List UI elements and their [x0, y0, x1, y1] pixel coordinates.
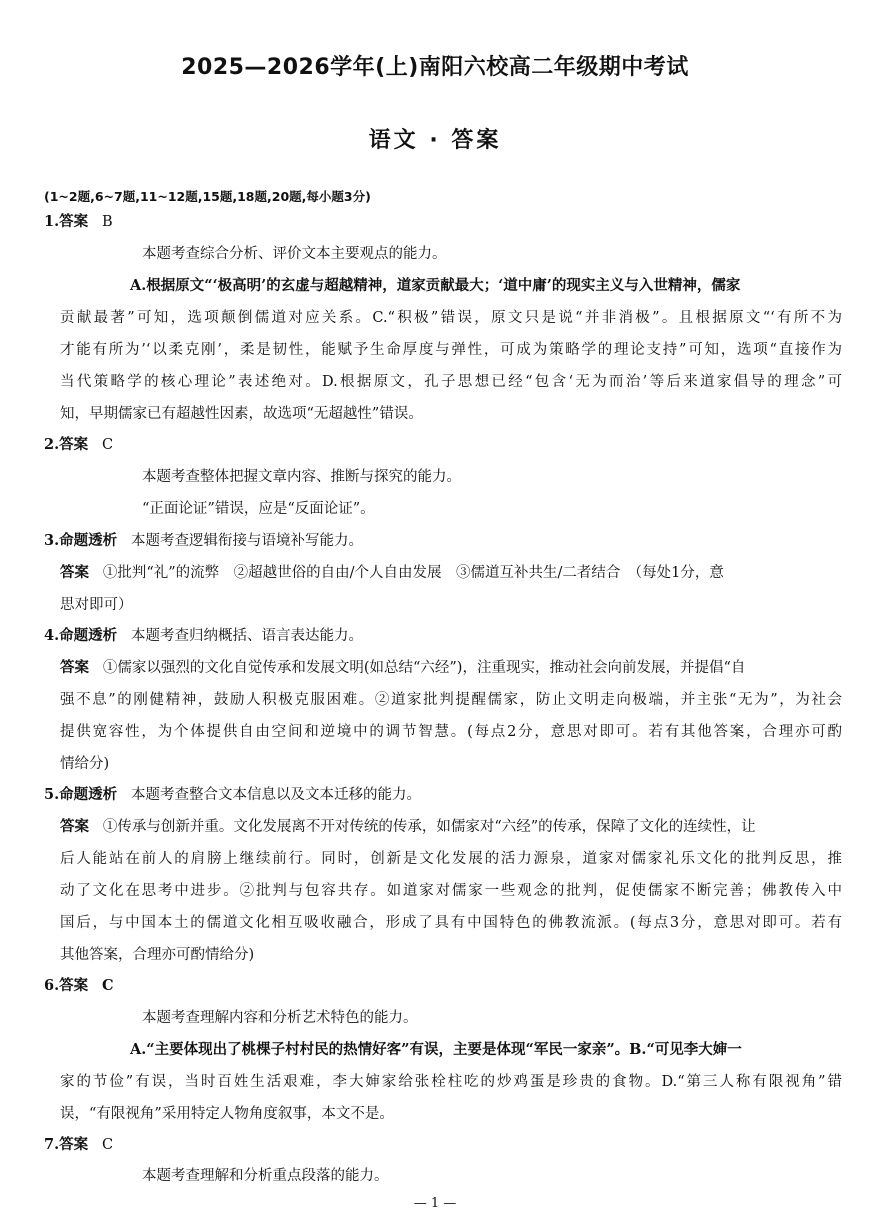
q1-answer: B	[101, 214, 113, 230]
page-number: — 1 —	[413, 1196, 457, 1211]
q7-ability: 本题考查理解和分析重点段落的能力。	[142, 1168, 389, 1184]
page-title: 2025—2026学年(上)南阳六校高二年级期中考试	[181, 55, 689, 80]
q5-heading	[44, 785, 421, 805]
q4-line-3: 提供宽容性，为个体提供自由空间和逆境中的调节智慧。(每点2分，意思对即可。若有其他答案，合理亦可酌	[60, 724, 842, 740]
q1-line-3: 才能有所为’‘以柔克刚’，柔是韧性，能赋予生命厚度与弹性，可成为策略学的理论支持”可知，选项“直接作为	[60, 342, 842, 358]
q5-answer-row	[60, 817, 756, 837]
q3-line-2: 思对即可）	[60, 597, 133, 613]
q1-label: 1.答案	[44, 213, 89, 230]
q5-answer-label: 答案	[60, 818, 89, 835]
q3-line-1: ①批判“礼”的流弊 ②超越世俗的自由/个人自由发展 ③儒道互补共生/二者结合 （每处1分，意	[102, 565, 724, 581]
q5-line-1: ①传承与创新并重。文化发展离不开对传统的传承，如儒家对“六经”的传承，保障了文化的连续性，让	[102, 819, 756, 835]
q5-label: 5.命题透析	[44, 786, 118, 803]
q2-answer: C	[101, 437, 114, 453]
q6-ability: 本题考查理解内容和分析艺术特色的能力。	[142, 1010, 418, 1026]
q7-heading	[44, 1135, 113, 1155]
q5-line-4: 国后，与中国本土的儒道文化相互吸收融合，形成了具有中国特色的佛教流派。(每点3分，意思对即可。若有	[60, 915, 842, 931]
q3-heading	[44, 531, 363, 551]
q7-label: 7.答案	[44, 1136, 89, 1153]
q2-line-1: “正面论证”错误，应是“反面论证”。	[142, 501, 375, 517]
q6-line-3: 误，“有限视角”采用特定人物角度叙事，本文不是。	[60, 1106, 394, 1122]
q1-line-2: 贡献最著”可知，选项颠倒儒道对应关系。C.“积极”错误，原文只是说“并非消极”。且根据原文“‘有所不为	[60, 310, 842, 326]
q2-heading	[44, 435, 113, 455]
q1-line-5: 知，早期儒家已有超越性因素，故选项“无超越性”错误。	[60, 406, 423, 422]
q4-answer-row	[60, 658, 745, 678]
q2-label: 2.答案	[44, 436, 89, 453]
q4-line-2: 强不息”的刚健精神，鼓励人积极克服困难。②道家批判提醒儒家，防止文明走向极端，并主张“无为”，为社会	[60, 692, 842, 708]
q5-ability: 本题考查整合文本信息以及文本迁移的能力。	[130, 787, 421, 803]
q3-answer-label: 答案	[60, 564, 89, 581]
q6-heading	[44, 976, 114, 996]
q6-answer: C	[101, 977, 114, 994]
q4-label: 4.命题透析	[44, 627, 118, 644]
q5-line-2: 后人能站在前人的肩膀上继续前行。同时，创新是文化发展的活力源泉，道家对儒家礼乐文化的批判反思，推	[60, 851, 842, 867]
q1-line-4: 当代策略学的核心理论”表述绝对。D.根据原文，孔子思想已经“包含‘无为而治’等后来道家倡导的理念”可	[60, 374, 842, 390]
q6-line-2: 家的节俭”有误，当时百姓生活艰难，李大婶家给张栓柱吃的炒鸡蛋是珍贵的食物。D.“第三人称有限视角”错	[60, 1074, 842, 1090]
q6-label: 6.答案	[44, 977, 89, 994]
scoring-note: (1~2题,6~7题,11~12题,15题,18题,20题,每小题3分)	[44, 189, 371, 204]
q3-label: 3.命题透析	[44, 532, 118, 549]
q4-answer-label: 答案	[60, 659, 89, 676]
q1-line-1: A.根据原文“‘极高明’的玄虚与超越精神，道家贡献最大；‘道中庸’的现实主义与入世精神，儒家	[130, 277, 741, 294]
q4-ability: 本题考查归纳概括、语言表达能力。	[130, 628, 363, 644]
q3-ability: 本题考查逻辑衔接与语境补写能力。	[130, 533, 363, 549]
q5-line-5: 其他答案，合理亦可酌情给分)	[60, 947, 255, 963]
q3-answer-row	[60, 563, 724, 583]
q6-line-1: A.“主要体现出了桃棵子村村民的热情好客”有误，主要是体现“军民一家亲”。B.“可见李大婶一	[130, 1041, 742, 1058]
q1-heading	[44, 212, 113, 232]
q1-ability: 本题考查综合分析、评价文本主要观点的能力。	[142, 246, 447, 262]
q5-line-3: 动了文化在思考中进步。②批判与包容共存。如道家对儒家一些观念的批判，促使儒家不断完善；佛教传入中	[60, 883, 842, 899]
q4-line-4: 情给分)	[60, 756, 110, 772]
page-subtitle: 语文 · 答案	[368, 128, 502, 153]
q2-ability: 本题考查整体把握文章内容、推断与探究的能力。	[142, 469, 461, 485]
q4-line-1: ①儒家以强烈的文化自觉传承和发展文明(如总结“六经”)，注重现实，推动社会向前发展，并提倡“自	[102, 660, 746, 676]
q4-heading	[44, 626, 363, 646]
q7-answer: C	[101, 1137, 114, 1153]
